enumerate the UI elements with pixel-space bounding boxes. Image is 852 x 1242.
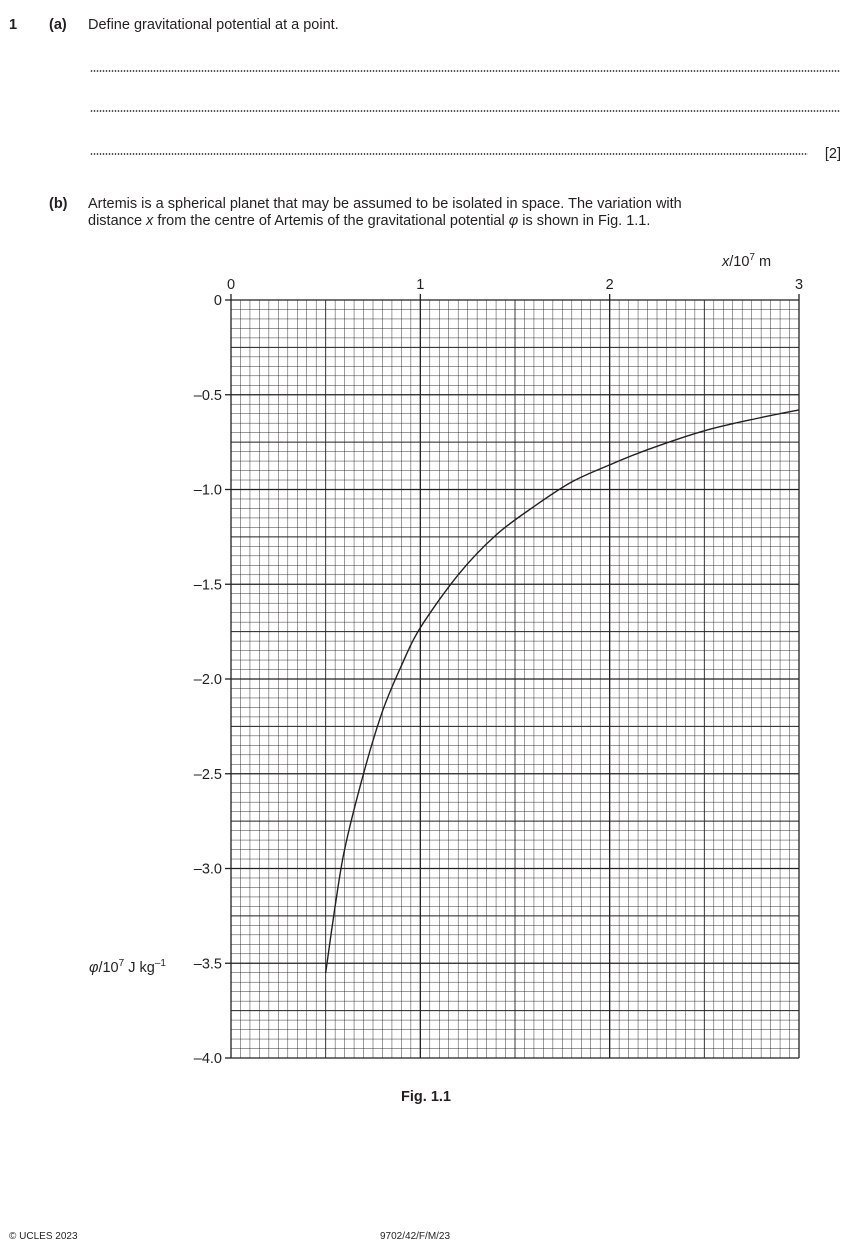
y-tick-label: –1.0	[193, 482, 222, 499]
y-tick-label: –2.0	[193, 672, 222, 688]
x-tick-label: 2	[605, 277, 614, 293]
figure-caption: Fig. 1.1	[401, 1089, 451, 1105]
x-tick-label: 1	[416, 277, 425, 293]
y-tick-label: –0.5	[193, 387, 222, 404]
part-a-label: (a)	[49, 17, 67, 33]
y-tick-label: –2.5	[193, 766, 222, 783]
chart-ticks	[194, 277, 803, 1067]
y-tick-label: –3.5	[193, 956, 222, 973]
footer-code: 9702/42/F/M/23	[380, 1231, 451, 1242]
part-b-line-2: distance x from the centre of Artemis of the gravitational potential φ is shown in Fig. 1.1.	[88, 213, 651, 229]
y-axis-label: $\varphi/10^7$ J $kg^{-1}$	[89, 958, 166, 976]
chart-grid	[231, 300, 799, 1058]
part-b-line-1: Artemis is a spherical planet that may be assumed to be isolated in space. The variation with	[88, 196, 682, 212]
part-a-marks: [2]	[824, 146, 841, 162]
question-number: 1	[9, 17, 18, 33]
part-a-text: Define gravitational potential at a point.	[88, 17, 339, 33]
x-axis-label: $x/10^7$ m	[722, 252, 772, 270]
x-tick-label: 0	[226, 277, 236, 293]
footer-copyright: © UCLES 2023	[9, 1231, 78, 1242]
y-tick-label: –3.0	[193, 861, 222, 878]
y-tick-label: 0	[213, 293, 222, 309]
x-tick-label: 3	[794, 277, 804, 293]
y-tick-label: –1.5	[193, 577, 222, 594]
y-tick-label: –4.0	[193, 1051, 222, 1067]
part-b-label: (b)	[49, 196, 68, 212]
